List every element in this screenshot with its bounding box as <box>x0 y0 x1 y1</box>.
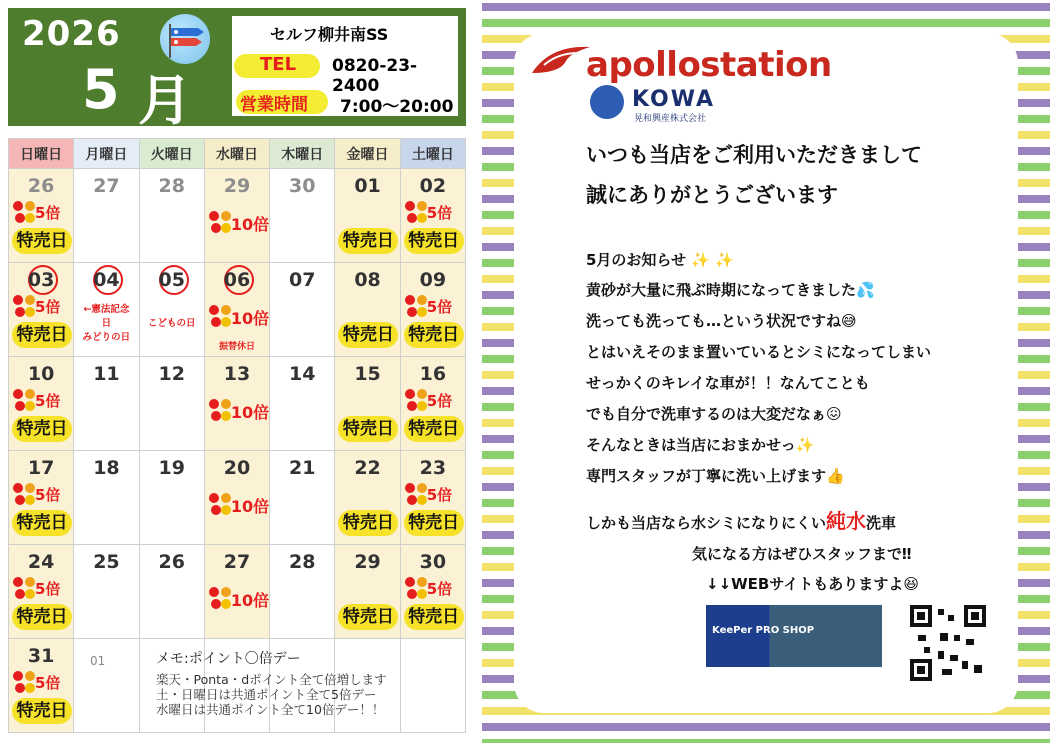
day-number: 29 <box>354 551 381 573</box>
sale-day-label: 特売日 <box>404 510 464 536</box>
day-number: 31 <box>27 645 55 667</box>
calendar-header <box>8 8 466 132</box>
day-number: 14 <box>289 363 316 385</box>
memo-cell <box>74 639 139 733</box>
hours-value: 7:00～20:00 <box>340 97 454 117</box>
day-number: 16 <box>419 363 447 385</box>
day-number: 09 <box>419 269 447 291</box>
sale-day-label: 特売日 <box>12 510 72 536</box>
day-number: 26 <box>158 551 185 573</box>
day-number: 18 <box>93 457 120 479</box>
pure-water-line <box>586 505 896 534</box>
point-logos-icon <box>13 387 37 415</box>
day-number: 27 <box>223 551 251 573</box>
point-logos-icon <box>13 481 37 509</box>
day-cell[interactable] <box>204 169 269 263</box>
kowa-company: 晃和興産株式会社 <box>634 114 707 124</box>
point-logos-icon <box>405 293 429 321</box>
day-cell[interactable] <box>400 169 465 263</box>
sale-day-label: 特売日 <box>338 416 398 442</box>
multiplier-text: 5倍 <box>426 392 453 410</box>
multiplier-text: 5倍 <box>35 298 61 316</box>
calendar-grid <box>8 138 466 733</box>
day-cell[interactable] <box>204 357 269 451</box>
sale-day-label: 特売日 <box>338 322 398 348</box>
multiplier-text: 10倍 <box>230 497 270 516</box>
day-cell[interactable] <box>335 357 400 451</box>
weekday-tue: 火曜日 <box>139 139 204 169</box>
day-cell[interactable] <box>9 639 74 733</box>
point-logos-icon <box>405 575 429 603</box>
month-kanji: 月 <box>138 69 192 132</box>
sale-day-label: 特売日 <box>12 322 72 348</box>
week-row <box>9 451 466 545</box>
day-number: 08 <box>354 269 381 291</box>
notice-line: そんなときは当店におまかせっ✨ <box>586 436 815 454</box>
sale-day-label: 特売日 <box>12 698 72 724</box>
multiplier-text: 5倍 <box>35 674 61 692</box>
multiplier-text: 5倍 <box>426 580 453 598</box>
point-multiplier-badge <box>13 293 71 321</box>
day-cell[interactable] <box>139 357 204 451</box>
staff-line: 気になる方はぜひスタッフまで‼ <box>692 545 912 563</box>
sale-day-label: 特売日 <box>404 416 464 442</box>
multiplier-text: 5倍 <box>35 392 61 410</box>
day-cell[interactable] <box>139 263 204 357</box>
year: 2026 <box>22 14 121 54</box>
point-multiplier-badge <box>209 209 270 237</box>
multiplier-text: 10倍 <box>230 309 270 328</box>
day-cell[interactable] <box>400 263 465 357</box>
shop-photo[interactable] <box>706 605 882 667</box>
day-number: 06 <box>223 269 251 291</box>
kowa-logo: KOWA <box>632 87 716 112</box>
day-number: 07 <box>289 269 316 291</box>
holiday-name: ←憲法記念 <box>83 304 130 315</box>
day-number: 30 <box>289 175 316 197</box>
day-cell[interactable] <box>139 545 204 639</box>
day-cell[interactable] <box>74 263 139 357</box>
day-cell[interactable] <box>270 169 335 263</box>
day-cell[interactable] <box>9 545 74 639</box>
day-cell[interactable] <box>400 451 465 545</box>
day-number: 15 <box>354 363 381 385</box>
day-number: 01 <box>354 175 381 197</box>
weekday-wed: 水曜日 <box>204 139 269 169</box>
point-logos-icon <box>405 199 429 227</box>
day-cell[interactable] <box>74 357 139 451</box>
shop-name: セルフ柳井南SS <box>270 25 389 44</box>
apollostation-logo: apollostation <box>586 45 832 85</box>
point-multiplier-badge <box>13 669 71 697</box>
day-cell[interactable] <box>204 263 269 357</box>
notice-line: 専門スタッフが丁寧に洗い上げます👍 <box>586 467 845 485</box>
sale-day-label: 特売日 <box>404 322 464 348</box>
notice-line: でも自分で洗車するのは大変だなぁ😖 <box>586 405 842 423</box>
point-logos-icon <box>405 387 429 415</box>
day-number: 05 <box>158 269 185 291</box>
sale-day-label: 特売日 <box>338 604 398 630</box>
multiplier-text: 5倍 <box>426 486 453 504</box>
point-logos-icon <box>13 199 37 227</box>
weekday-row <box>9 139 466 169</box>
apollo-bird-icon <box>530 43 592 81</box>
day-number: 12 <box>158 363 185 385</box>
point-multiplier-badge <box>405 481 463 509</box>
day-cell[interactable] <box>204 545 269 639</box>
day-number: 10 <box>27 363 55 385</box>
day-cell[interactable] <box>335 263 400 357</box>
shop-banner: KeePer PRO SHOP <box>712 625 815 636</box>
pure-word: 純水 <box>826 509 867 533</box>
memo-lines <box>156 672 387 717</box>
day-number: 20 <box>223 457 251 479</box>
sale-day-label: 特売日 <box>404 604 464 630</box>
day-number: 24 <box>27 551 55 573</box>
day-number: 02 <box>419 175 447 197</box>
point-multiplier-badge <box>405 575 463 603</box>
pure-prefix: しかも当店なら水シミになりにくい <box>586 514 827 532</box>
notice-line: 5月のお知らせ ✨ ✨ <box>586 251 734 269</box>
point-logos-icon <box>405 481 429 509</box>
calendar-panel <box>0 0 478 747</box>
day-number: 19 <box>158 457 185 479</box>
day-cell[interactable] <box>9 357 74 451</box>
multiplier-text: 5倍 <box>35 580 61 598</box>
tel-number: 0820-23-2400 <box>332 56 418 96</box>
day-cell[interactable] <box>270 451 335 545</box>
memo-title: メモ:ポイント〇倍デー <box>156 651 301 667</box>
point-multiplier-badge <box>209 397 270 425</box>
weekday-thu: 木曜日 <box>270 139 335 169</box>
day-cell[interactable] <box>9 263 74 357</box>
day-cell[interactable] <box>74 451 139 545</box>
day-number: 21 <box>289 457 316 479</box>
day-number: 25 <box>93 551 120 573</box>
sale-day-label: 特売日 <box>338 228 398 254</box>
memo-line: 土・日曜日は共通ポイント全て5倍デー <box>156 687 377 702</box>
week-row <box>9 169 466 263</box>
notice-line: せっかくのキレイな車が！！なんてことも <box>586 374 870 392</box>
day-number: 26 <box>27 175 55 197</box>
memo-line: 水曜日は共通ポイント全て10倍デー！！ <box>156 702 385 717</box>
multiplier-text: 10倍 <box>230 215 270 234</box>
day-cell[interactable] <box>270 263 335 357</box>
point-multiplier-badge <box>209 585 270 613</box>
point-logos-icon <box>209 491 233 519</box>
weekday-fri: 金曜日 <box>335 139 400 169</box>
greeting-line-2: 誠にありがとうございます <box>586 183 838 207</box>
notice-panel <box>482 3 1050 743</box>
memo-cell <box>400 639 465 733</box>
sale-day-label: 特売日 <box>338 510 398 536</box>
point-multiplier-badge <box>405 387 463 415</box>
day-cell[interactable] <box>270 357 335 451</box>
point-multiplier-badge <box>405 199 463 227</box>
notice-line: 洗っても洗っても…という状況ですね😅 <box>586 312 857 330</box>
weekday-mon: 月曜日 <box>74 139 139 169</box>
memo-line: 楽天・Ponta・dポイント全て倍増します <box>156 672 387 687</box>
day-cell[interactable] <box>9 451 74 545</box>
week-row <box>9 545 466 639</box>
point-logos-icon <box>13 293 37 321</box>
day-cell[interactable] <box>139 169 204 263</box>
week-row <box>9 357 466 451</box>
multiplier-text: 5倍 <box>35 486 61 504</box>
day-cell[interactable] <box>335 169 400 263</box>
day-number: 30 <box>419 551 447 573</box>
sale-day-label: 特売日 <box>12 416 72 442</box>
day-number: 03 <box>27 269 55 291</box>
sale-day-label: 特売日 <box>12 228 72 254</box>
holiday-name: みどりの日 <box>82 332 131 343</box>
multiplier-text: 5倍 <box>426 298 453 316</box>
day-cell[interactable] <box>270 545 335 639</box>
day-number: 29 <box>223 175 251 197</box>
weekday-sun: 日曜日 <box>9 139 74 169</box>
day-number: 28 <box>289 551 316 573</box>
weekday-sat: 土曜日 <box>400 139 465 169</box>
day-cell[interactable] <box>9 169 74 263</box>
point-logos-icon <box>209 397 233 425</box>
notice-line: とはいえそのまま置いているとシミになってしまい <box>586 343 932 361</box>
tel-label: TEL <box>260 54 297 75</box>
day-number: 27 <box>93 175 120 197</box>
week-row <box>9 263 466 357</box>
day-cell[interactable] <box>74 545 139 639</box>
day-cell[interactable] <box>335 451 400 545</box>
point-multiplier-badge <box>209 491 270 519</box>
day-number: 22 <box>354 457 381 479</box>
day-cell[interactable] <box>400 545 465 639</box>
kowa-logo-icon <box>590 85 624 119</box>
day-cell[interactable] <box>74 169 139 263</box>
koinobori-icon <box>160 14 210 64</box>
multiplier-text: 10倍 <box>230 591 270 610</box>
multiplier-text: 10倍 <box>230 403 270 422</box>
pure-suffix: 洗車 <box>866 514 897 532</box>
sale-day-label: 特売日 <box>404 228 464 254</box>
shop-info-box <box>232 16 458 116</box>
point-multiplier-badge <box>13 575 71 603</box>
point-multiplier-badge <box>13 387 71 415</box>
day-number: 13 <box>223 363 251 385</box>
day-number: 04 <box>93 269 120 291</box>
holiday-name: こどもの日 <box>147 318 196 329</box>
day-cell[interactable] <box>139 451 204 545</box>
web-line: ↓↓WEBサイトもありますよ😆 <box>706 575 919 593</box>
point-logos-icon <box>209 303 233 331</box>
point-multiplier-badge <box>405 293 463 321</box>
hours-label: 営業時間 <box>240 95 308 115</box>
point-logos-icon <box>209 585 233 613</box>
point-logos-icon <box>13 575 37 603</box>
point-logos-icon <box>13 669 37 697</box>
point-multiplier-badge <box>209 303 270 331</box>
month-number: 5 <box>82 58 120 121</box>
multiplier-text: 5倍 <box>426 204 453 222</box>
greeting-line-1: いつも当店をご利用いただきまして <box>586 143 922 167</box>
day-number: 23 <box>419 457 447 479</box>
holiday-name: 振替休日 <box>218 342 255 352</box>
day-cell[interactable] <box>335 545 400 639</box>
day-cell[interactable] <box>400 357 465 451</box>
day-number: 11 <box>93 363 120 385</box>
multiplier-text: 5倍 <box>35 204 61 222</box>
day-number: 17 <box>27 457 55 479</box>
point-multiplier-badge <box>13 481 71 509</box>
day-number: 28 <box>158 175 185 197</box>
qr-code-icon[interactable] <box>910 605 986 681</box>
holiday-name: 日 <box>101 318 112 329</box>
notice-line: 黄砂が大量に飛ぶ時期になってきました💦 <box>586 281 875 299</box>
next-month-day: 01 <box>90 654 106 668</box>
point-logos-icon <box>209 209 233 237</box>
sale-day-label: 特売日 <box>12 604 72 630</box>
day-cell[interactable] <box>204 451 269 545</box>
point-multiplier-badge <box>13 199 71 227</box>
